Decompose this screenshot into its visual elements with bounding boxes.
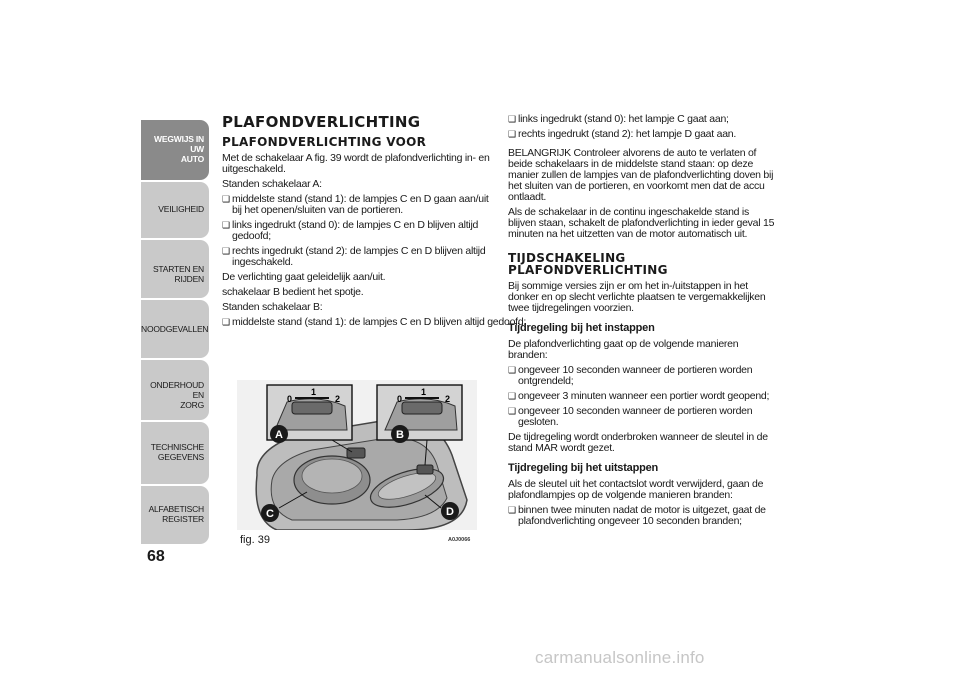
right-column xyxy=(508,114,776,531)
list-item: ❑ rechts ingedrukt (stand 2): de lampjes C en D blijven altijd ingeschakeld. xyxy=(222,246,494,268)
heading-instappen: Tijdregeling bij het instappen xyxy=(508,322,655,334)
watermark: carmanualsonline.info xyxy=(535,648,705,667)
continu-note: Als de schakelaar in de continu ingeschakelde stand is blijven staan, schakelt de plafondverlichting in ieder geval 15 minuten na het uitzetten van de motor automatisch uit. xyxy=(508,206,775,240)
pos2-label-b: 2 xyxy=(445,394,451,404)
tab-starten-en-rijden[interactable] xyxy=(141,240,209,298)
section-title: PLAFONDVERLICHTING xyxy=(222,113,421,131)
tab-alfabetisch-register[interactable] xyxy=(141,486,209,544)
pos0-label: 0 xyxy=(287,394,293,404)
list-item: ❑ ongeveer 3 minuten wanneer een portier wordt geopend; xyxy=(508,391,776,402)
pos1-label: 1 xyxy=(311,387,317,397)
section-heading-timer-1: TIJDSCHAKELING xyxy=(508,251,626,265)
tab-label: REGISTER xyxy=(162,514,204,524)
list-item: ❑ links ingedrukt (stand 0): de lampjes C en D blijven altijd gedoofd; xyxy=(222,220,494,242)
tab-label: VEILIGHEID xyxy=(158,204,204,214)
tab-label: ONDERHOUD EN xyxy=(150,380,204,400)
list-item: ❑ ongeveer 10 seconden wanneer de portieren worden gesloten. xyxy=(508,406,776,428)
callout-a: A xyxy=(275,429,283,441)
tab-label: GEGEVENS xyxy=(157,452,204,462)
figure-39 xyxy=(237,380,477,530)
figure-caption: fig. 39 xyxy=(240,534,270,546)
tab-wegwijs[interactable] xyxy=(141,120,209,180)
pos2-label: 2 xyxy=(335,394,341,404)
list-item: ❑ ongeveer 10 seconden wanneer de portieren worden ontgrendeld; xyxy=(508,365,776,387)
instappen-intro: De plafondverlichting gaat op de volgende manieren branden: xyxy=(508,338,739,361)
tab-onderhoud-en-zorg[interactable] xyxy=(141,360,209,420)
callout-b: B xyxy=(396,429,404,441)
tab-label: STARTEN EN RIJDEN xyxy=(152,264,204,284)
tab-technische-gegevens[interactable] xyxy=(141,422,209,484)
section-subtitle: PLAFONDVERLICHTING VOOR xyxy=(222,135,427,149)
instappen-end: De tijdregeling wordt onderbroken wanneer de sleutel in de stand MAR wordt gezet. xyxy=(508,431,768,454)
list-item: ❑ rechts ingedrukt (stand 2): het lampje D gaat aan. xyxy=(508,129,776,140)
heading-uitstappen: Tijdregeling bij het uitstappen xyxy=(508,462,659,474)
tab-label: TECHNISCHE xyxy=(150,442,204,452)
switch-b-label: Standen schakelaar B: xyxy=(222,301,323,313)
list-item: ❑ middelste stand (stand 1): de lampjes C en D gaan aan/uit bij het openen/sluiten van de portieren. xyxy=(222,194,494,216)
tab-label: ALFABETISCH xyxy=(148,504,204,514)
section-heading-timer-2: PLAFONDVERLICHTING xyxy=(508,263,668,277)
tab-label: WEGWIJS IN UW xyxy=(154,134,204,154)
tab-label: ZORG xyxy=(180,400,204,410)
ceiling-light-illustration xyxy=(237,380,477,530)
list-item: ❑ binnen twee minuten nadat de motor is uitgezet, gaat de plafondverlichting ongeveer 10 seconden branden; xyxy=(508,505,776,527)
page-number: 68 xyxy=(147,548,165,565)
intro-text: Met de schakelaar A fig. 39 wordt de plafondverlichting in- en uitgeschakeld. xyxy=(222,152,490,175)
timer-intro: Bij sommige versies zijn er om het in-/uitstappen in het donker en op slecht verlichte plaatsen te vergemakkelijken twee tijdregelingen voorzien. xyxy=(508,280,766,314)
callout-d: D xyxy=(446,506,454,518)
gradual-text: De verlichting gaat geleidelijk aan/uit. xyxy=(222,271,386,283)
left-column xyxy=(222,113,527,332)
callout-c: C xyxy=(266,508,274,520)
tab-label: AUTO xyxy=(180,154,204,164)
important-note: BELANGRIJK Controleer alvorens de auto te verlaten of beide schakelaars in de middelste stand staan: op deze manier zullen de lampjes van de plafondverlichting doven bij het sluiten van de portieren, en voorkomt men dat de accu ontlaadt. xyxy=(508,147,774,203)
switch-b-desc: schakelaar B bedient het spotje. xyxy=(222,286,364,298)
tab-label: NOODGEVALLEN xyxy=(141,324,209,334)
tab-noodgevallen[interactable] xyxy=(141,300,209,358)
list-item: ❑ middelste stand (stand 1): de lampjes C en D blijven altijd gedoofd; xyxy=(222,317,494,328)
figure-code: A0J0066 xyxy=(448,537,471,543)
uitstappen-intro: Als de sleutel uit het contactslot wordt verwijderd, gaan de plafondlampjes op de volgende manieren branden: xyxy=(508,478,764,501)
pos0-label-b: 0 xyxy=(397,394,403,404)
switch-a-label: Standen schakelaar A: xyxy=(222,178,322,190)
tab-veiligheid[interactable] xyxy=(141,182,209,238)
list-item: ❑ links ingedrukt (stand 0): het lampje C gaat aan; xyxy=(508,114,776,125)
pos1-label-b: 1 xyxy=(421,387,427,397)
